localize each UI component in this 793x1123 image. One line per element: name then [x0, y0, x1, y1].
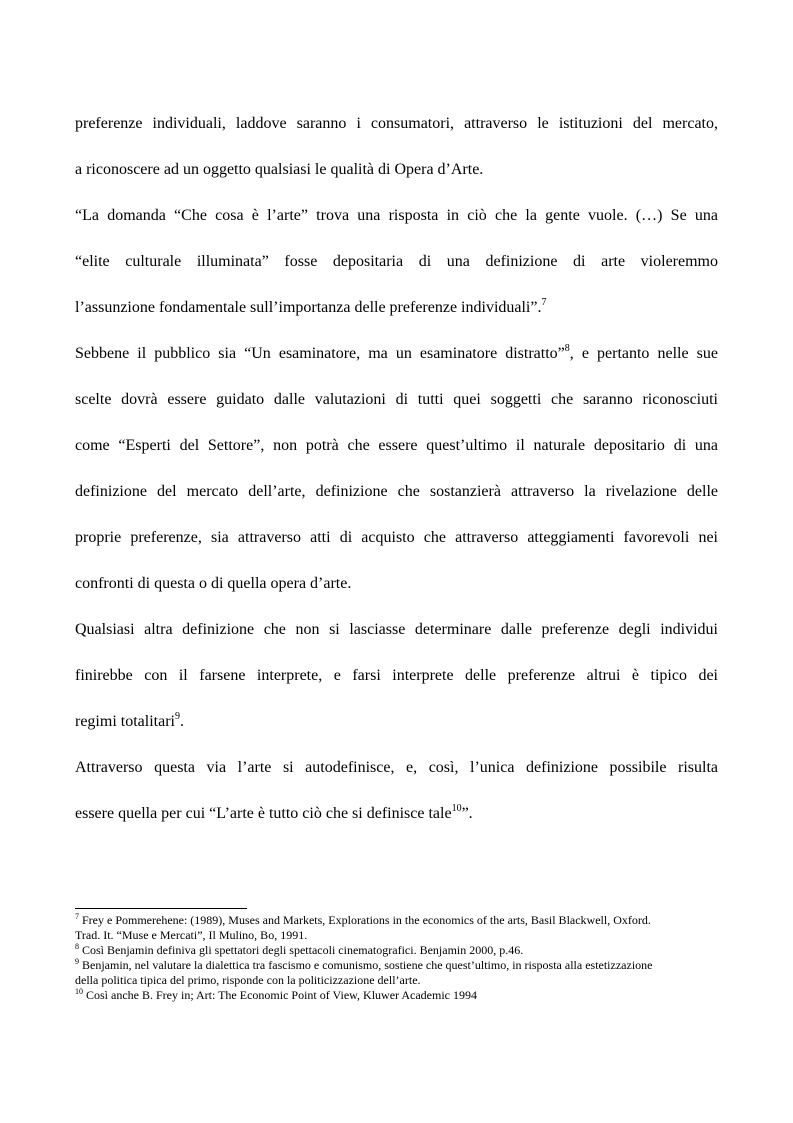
footnote-ref-8[interactable]: 8	[564, 343, 570, 354]
footnote-ref-9[interactable]: 9	[174, 711, 180, 722]
text-line: scelte dovrà essere guidato dalle valutazioni di tutti quei soggetti che saranno riconosciuti	[75, 391, 718, 408]
text-line: come “Esperti del Settore”, non potrà che essere quest’ultimo il naturale depositario di una	[75, 437, 718, 454]
footnote-text: Così Benjamin definiva gli spettatori degli spettacoli cinematografici. Benjamin 2000, p.46.	[79, 943, 524, 957]
footnote-number: 7	[75, 912, 79, 921]
text-line	[75, 296, 718, 342]
text-span: essere quella per cui “L’arte è tutto ciò che si definisce tale	[75, 805, 452, 822]
text-span: , e pertanto nelle sue	[569, 345, 718, 362]
footnotes	[75, 913, 720, 1003]
footnote-text: Così anche B. Frey in; Art: The Economic Point of View, Kluwer Academic 1994	[83, 988, 477, 1002]
text-span: regimi totalitari	[75, 713, 175, 730]
text-line	[75, 710, 718, 756]
text-line	[75, 342, 718, 388]
footnote-ref-7[interactable]: 7	[541, 297, 547, 308]
text-line	[75, 802, 718, 848]
text-line: proprie preferenze, sia attraverso atti di acquisto che attraverso atteggiamenti favorevoli nei	[75, 529, 718, 546]
body-text	[75, 112, 718, 848]
footnote-8	[75, 943, 720, 958]
text-line: definizione del mercato dell’arte, definizione che sostanzierà attraverso la rivelazione delle	[75, 483, 718, 500]
text-line: “elite culturale illuminata” fosse depositaria di una definizione di arte violeremmo	[75, 253, 718, 270]
footnote-number: 8	[75, 942, 79, 951]
footnote-ref-10[interactable]: 10	[451, 803, 462, 814]
text-line: finirebbe con il farsene interprete, e farsi interprete delle preferenze altrui è tipico dei	[75, 667, 718, 684]
footnote-text: Benjamin, nel valutare la dialettica tra fascismo e comunismo, sostiene che quest’ultimo, in risposta alla estetizzazione	[79, 958, 653, 972]
text-line: preferenze individuali, laddove saranno i consumatori, attraverso le istituzioni del mercato,	[75, 115, 718, 132]
text-span: l’assunzione fondamentale sull’importanza delle preferenze individuali”.	[75, 299, 542, 316]
text-span: Sebbene il pubblico sia “Un esaminatore, ma un esaminatore distratto”	[75, 345, 565, 362]
footnote-text: Frey e Pommerehene: (1989), Muses and Markets, Explorations in the economics of the arts, Basil Blackwell, Oxford.	[79, 913, 651, 927]
text-line: “La domanda “Che cosa è l’arte” trova una risposta in ciò che la gente vuole. (…) Se una	[75, 207, 718, 224]
footnote-7	[75, 913, 720, 928]
footnote-number: 9	[75, 957, 79, 966]
text-line: Attraverso questa via l’arte si autodefinisce, e, così, l’unica definizione possibile risulta	[75, 759, 718, 776]
text-line: Qualsiasi altra definizione che non si lasciasse determinare dalle preferenze degli individui	[75, 621, 718, 638]
footnote-number: 10	[75, 987, 83, 996]
footnote-7-cont: Trad. It. “Muse e Mercati”, Il Mulino, Bo, 1991.	[75, 928, 308, 942]
footnote-separator	[75, 908, 247, 909]
text-line: a riconoscere ad un oggetto qualsiasi le qualità di Opera d’Arte.	[75, 161, 484, 178]
footnote-10	[75, 988, 720, 1003]
footnote-9-cont: della politica tipica del primo, risponde con la politicizzazione dell’arte.	[75, 973, 421, 987]
footnote-9	[75, 958, 720, 973]
text-span: ”.	[461, 805, 473, 822]
text-span: .	[179, 713, 184, 730]
text-line: confronti di questa o di quella opera d’arte.	[75, 575, 352, 592]
